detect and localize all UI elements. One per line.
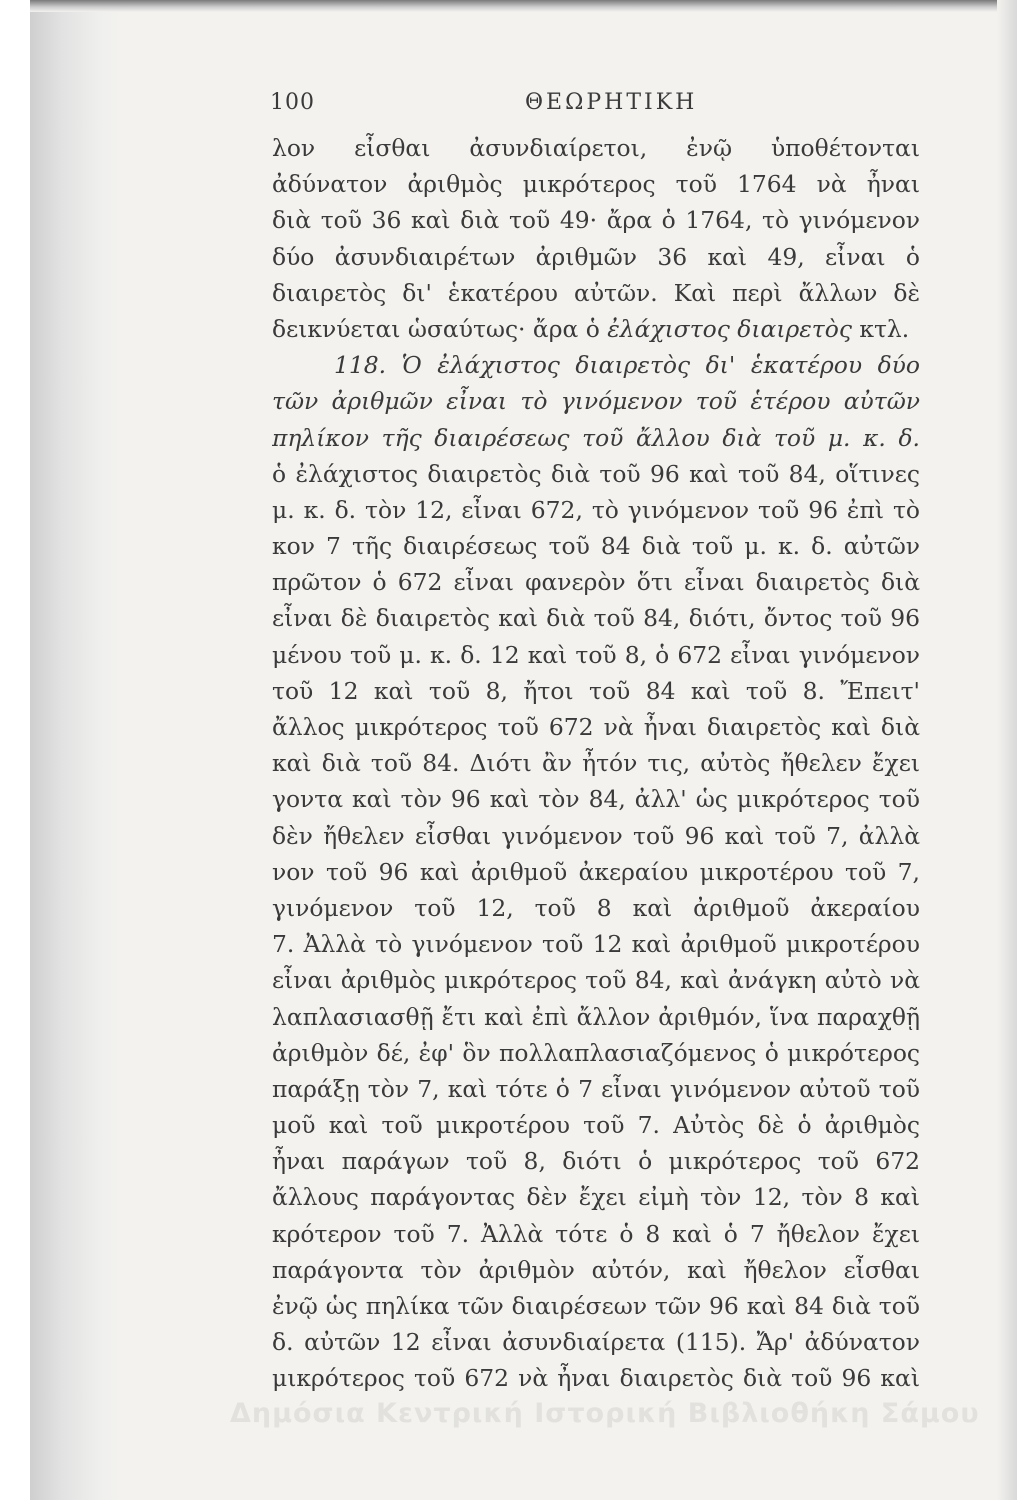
text-line: νον τοῦ 96 καὶ ἀριθμοῦ ἀκεραίου μικροτέρου τοῦ 7, — [272, 857, 920, 886]
text-line: εἶναι ἀριθμὸς μικρότερος τοῦ 84, καὶ ἀνάγκη αὐτὸ νὰ — [272, 966, 920, 995]
text-line: ἦναι παράγων τοῦ 8, διότι ὁ μικρότερος τοῦ 672 — [272, 1147, 920, 1176]
page-number: 100 — [270, 90, 315, 115]
text-line: δ. αὐτῶν 12 εἶναι ἀσυνδιαίρετα (115). Ἄρ' ἀδύνατον — [272, 1328, 920, 1357]
text-line: ὁ ἐλάχιστος διαιρετὸς διὰ τοῦ 96 καὶ τοῦ 84, οἵτινες — [272, 459, 920, 488]
page-shadow-top — [30, 0, 1017, 12]
library-watermark: Δημόσια Κεντρική Ιστορική Βιβλιοθήκη Σάμου — [230, 1398, 980, 1429]
text-line: ἄλλους παράγοντας δὲν ἔχει εἰμὴ τὸν 12, τὸν 8 καὶ — [272, 1183, 920, 1212]
text-line: μοῦ καὶ τοῦ μικροτέρου τοῦ 7. Αὐτὸς δὲ ὁ ἀριθμὸς — [272, 1111, 920, 1140]
text-line: λον εἶσθαι ἀσυνδιαίρετοι, ἐνῷ ὑποθέτονται — [272, 134, 920, 162]
text-line: καὶ διὰ τοῦ 84. Διότι ἂν ἦτόν τις, αὐτὸς ἤθελεν ἔχει — [272, 749, 920, 778]
text-line: τοῦ 12 καὶ τοῦ 8, ἤτοι τοῦ 84 καὶ τοῦ 8. Ἔπειτ' — [272, 676, 920, 705]
text-line: παράγοντα τὸν ἀριθμὸν αὐτόν, καὶ ἤθελον εἶσθαι — [272, 1255, 920, 1284]
text-line: 7. Ἀλλὰ τὸ γινόμενον τοῦ 12 καὶ ἀριθμοῦ μικροτέρου — [272, 930, 920, 959]
page-shadow-right — [997, 0, 1017, 1500]
text-line: δεικνύεται ὡσαύτως· ἄρα ὁ ἐλάχιστος διαιρετὸς κτλ. — [272, 314, 910, 343]
italic-phrase: ἐλάχιστος διαιρετὸς — [607, 314, 852, 343]
text-line: διαιρετὸς δι' ἑκατέρου αὐτῶν. Καὶ περὶ ἄλλων δὲ — [272, 278, 920, 307]
theorem-line: 118. Ὁ ἐλάχιστος διαιρετὸς δι' ἑκατέρου δύο — [334, 351, 920, 380]
text-line: δύο ἀσυνδιαιρέτων ἀριθμῶν 36 καὶ 49, εἶναι ὁ — [272, 242, 920, 271]
theorem-line: τῶν ἀριθμῶν εἶναι τὸ γινόμενον τοῦ ἑτέρου αὐτῶν — [272, 387, 920, 416]
text-line: κον 7 τῆς διαιρέσεως τοῦ 84 διὰ τοῦ μ. κ. δ. αὐτῶν — [272, 532, 920, 561]
text-line: ἄλλος μικρότερος τοῦ 672 νὰ ἦναι διαιρετὸς καὶ διὰ — [272, 713, 920, 741]
text-line: ἀριθμὸν δέ, ἐφ' ὃν πολλαπλασιαζόμενος ὁ μικρότερος — [272, 1038, 920, 1067]
text-line: ἀδύνατον ἀριθμὸς μικρότερος τοῦ 1764 νὰ ἦναι — [272, 170, 920, 199]
page-shadow-left — [30, 0, 122, 1500]
italic-phrase: πηλίκον τῆς διαιρέσεως τοῦ ἄλλου διὰ τοῦ μ. κ. δ. — [272, 423, 920, 452]
text-line: γινόμενον τοῦ 12, τοῦ 8 καὶ ἀριθμοῦ ἀκεραίου — [272, 893, 920, 922]
text-line: γοντα καὶ τὸν 96 καὶ τὸν 84, ἀλλ' ὡς μικρότερος τοῦ — [272, 785, 920, 814]
text-line: ἐνῷ ὡς πηλίκα τῶν διαιρέσεων τῶν 96 καὶ 84 διὰ τοῦ — [272, 1292, 920, 1320]
text-line: πρῶτον ὁ 672 εἶναι φανερὸν ὅτι εἶναι διαιρετὸς διὰ — [272, 568, 920, 597]
text-line: λαπλασιασθῇ ἔτι καὶ ἐπὶ ἄλλον ἀριθμόν, ἵνα παραχθῇ — [272, 1002, 920, 1031]
text-line: δὲν ἤθελεν εἶσθαι γινόμενον τοῦ 96 καὶ τοῦ 7, ἀλλὰ — [272, 821, 920, 850]
text-line: εἶναι δὲ διαιρετὸς καὶ διὰ τοῦ 84, διότι, ὄντος τοῦ 96 — [272, 604, 920, 633]
running-header — [270, 90, 770, 130]
theorem-line — [272, 420, 920, 456]
running-title: ΘΕΩΡΗΤΙΚΗ — [525, 90, 698, 115]
body-text — [272, 130, 920, 1397]
text-line: μικρότερος τοῦ 672 νὰ ἦναι διαιρετὸς διὰ τοῦ 96 καὶ — [272, 1364, 920, 1393]
text-line: μένου τοῦ μ. κ. δ. 12 καὶ τοῦ 8, ὁ 672 εἶναι γινόμενον — [272, 640, 920, 669]
text-line: παράξῃ τὸν 7, καὶ τότε ὁ 7 εἶναι γινόμενον αὐτοῦ τοῦ — [272, 1074, 920, 1103]
text-line: κρότερον τοῦ 7. Ἀλλὰ τότε ὁ 8 καὶ ὁ 7 ἤθελον ἔχει — [272, 1219, 920, 1248]
text-line: μ. κ. δ. τὸν 12, εἶναι 672, τὸ γινόμενον τοῦ 96 ἐπὶ τὸ — [272, 495, 920, 524]
text-line: διὰ τοῦ 36 καὶ διὰ τοῦ 49· ἄρα ὁ 1764, τὸ γινόμενον — [272, 206, 920, 235]
